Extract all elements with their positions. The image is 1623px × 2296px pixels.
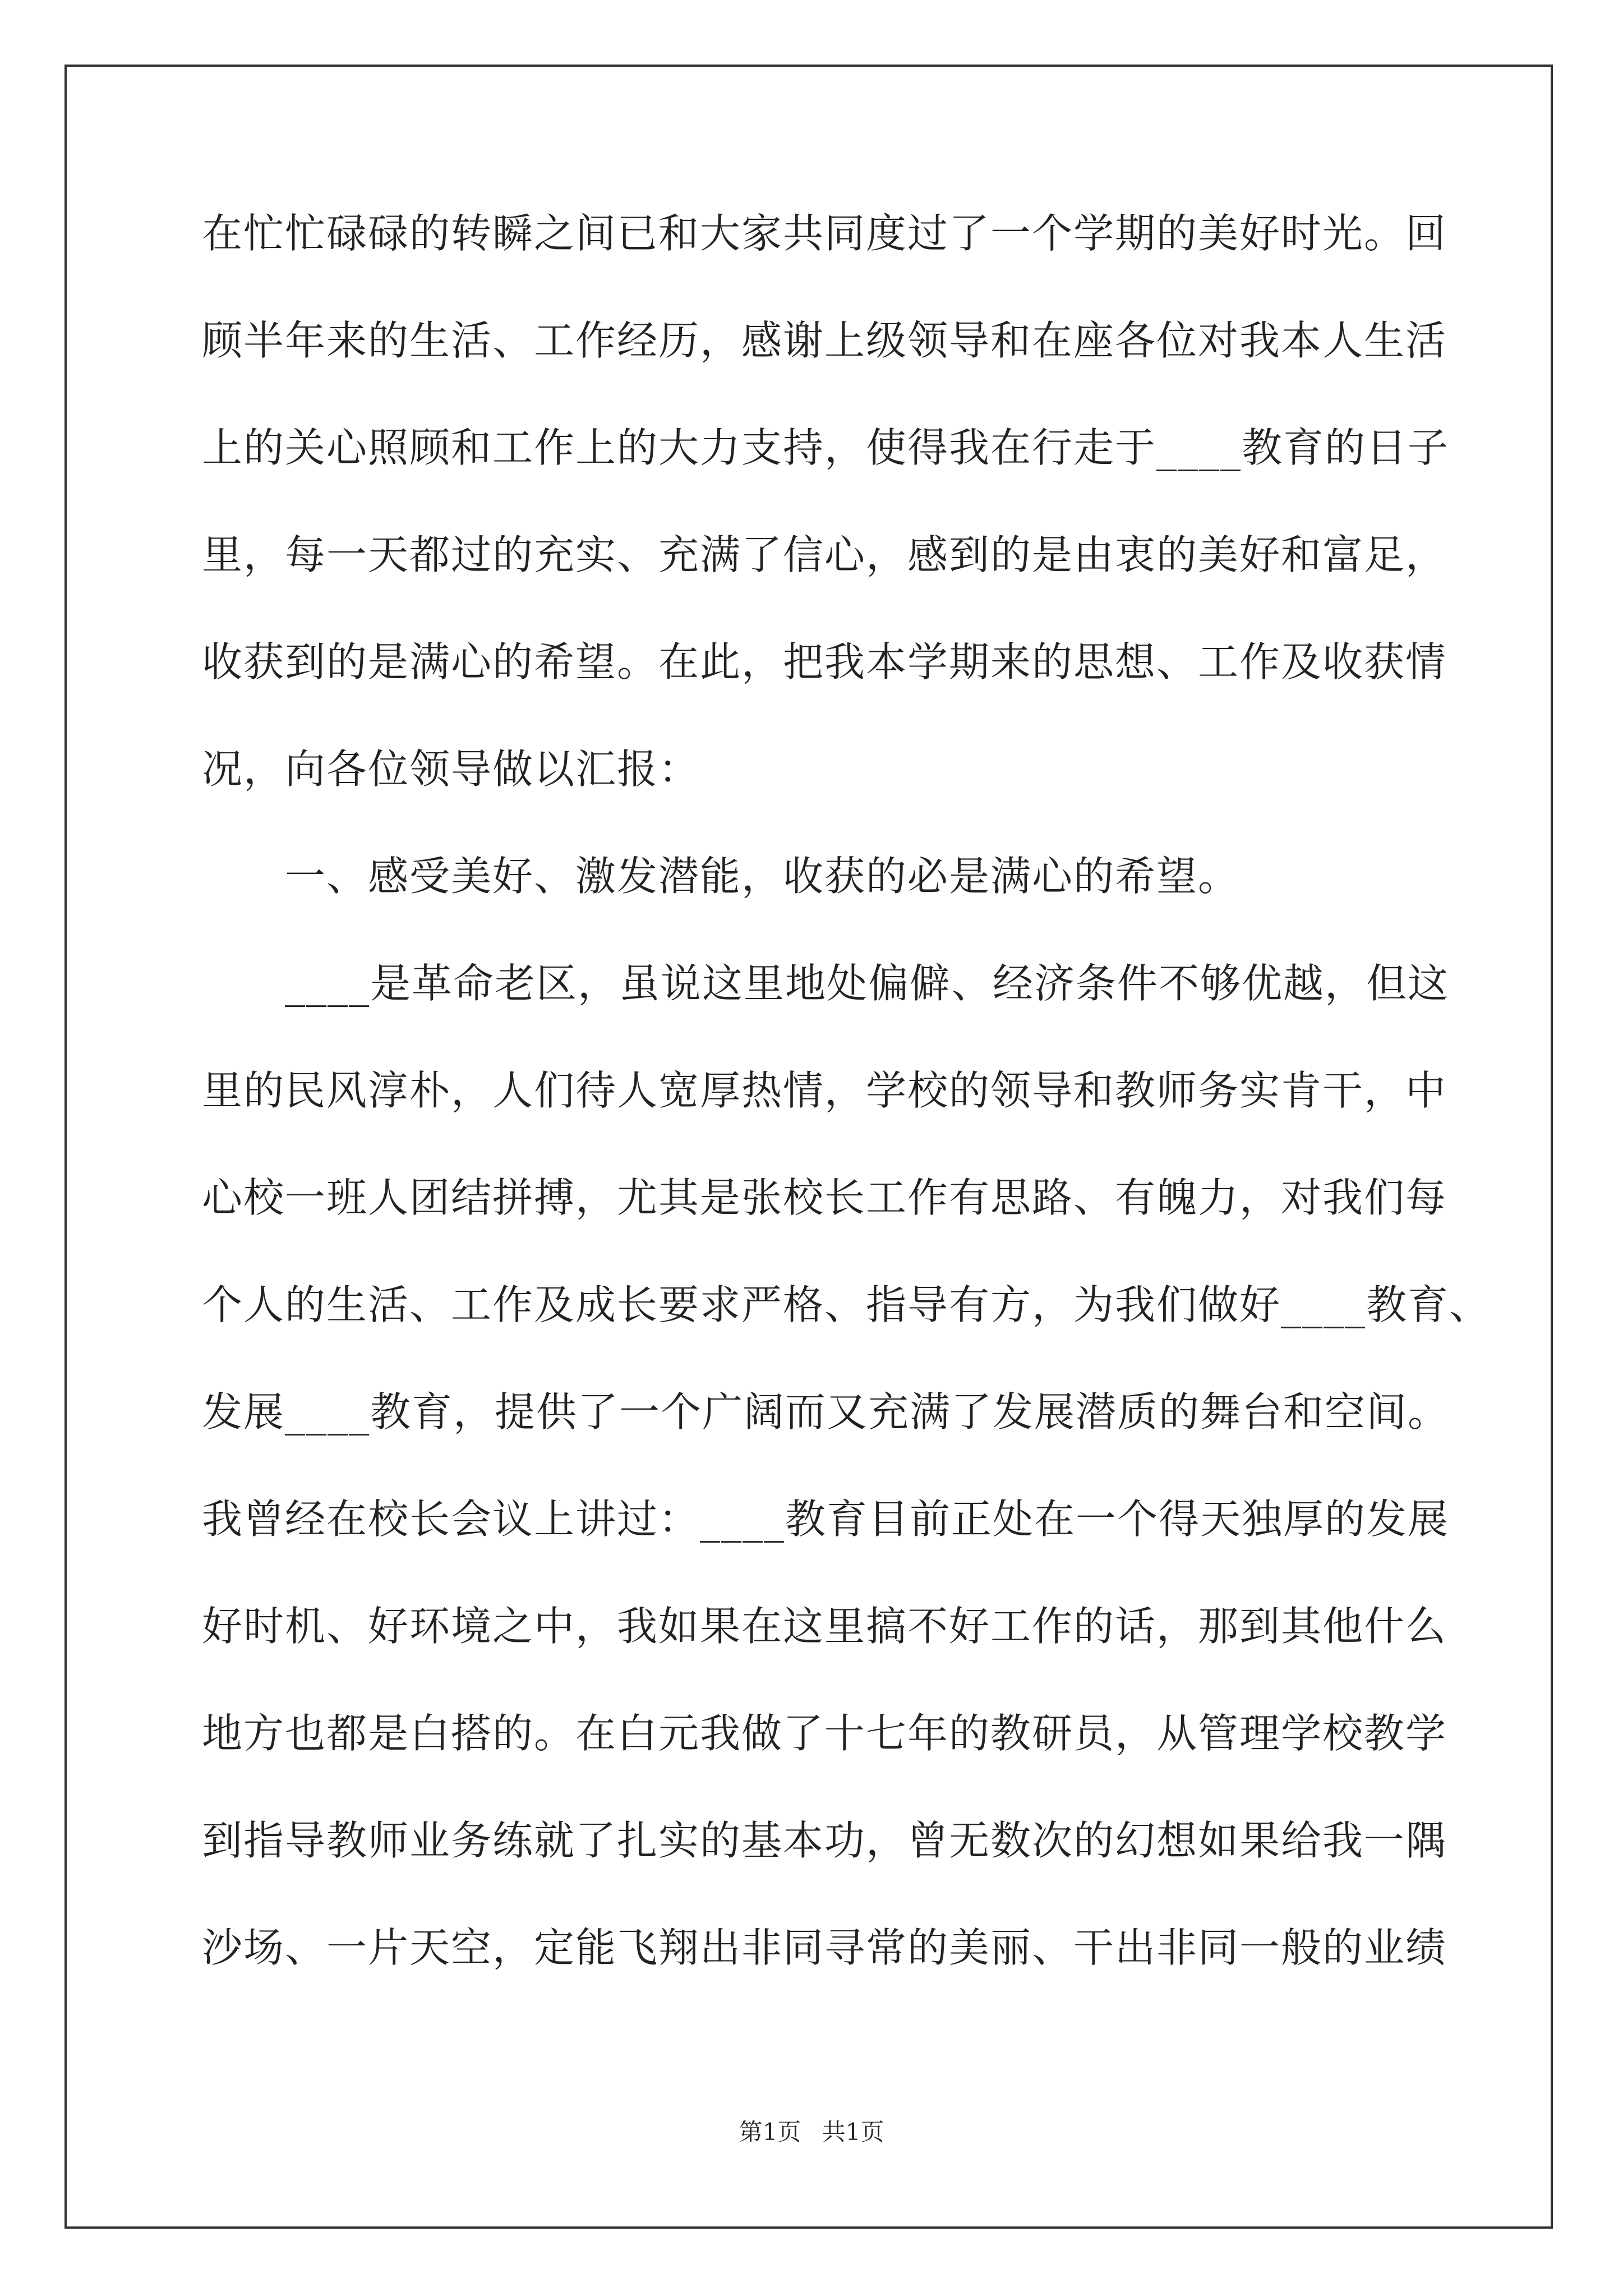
text-line: 到指导教师业务练就了扎实的基本功，曾无数次的幻想如果给我一隅 — [202, 1817, 1447, 1864]
text-line: 好时机、好环境之中，我如果在这里搞不好工作的话，那到其他什么 — [202, 1603, 1447, 1650]
page-number: 第1页 — [739, 2118, 801, 2146]
text-line: 上的关心照顾和工作上的大力支持，使得我在行走于____教育的日子 — [202, 424, 1450, 471]
document-body — [202, 210, 1491, 2035]
text-line: 地方也都是白搭的。在白元我做了十七年的教研员，从管理学校教学 — [202, 1710, 1447, 1757]
page-total: 共1页 — [822, 2118, 884, 2146]
text-line: 里，每一天都过的充实、充满了信心，感到的是由衷的美好和富足， — [202, 531, 1447, 578]
text-line: ____是革命老区，虽说这里地处偏僻、经济条件不够优越，但这 — [202, 960, 1450, 1007]
text-line: 里的民风淳朴，人们待人宽厚热情，学校的领导和教师务实肯干，中 — [202, 1067, 1447, 1114]
text-line: 在忙忙碌碌的转瞬之间已和大家共同度过了一个学期的美好时光。回 — [202, 210, 1447, 257]
section-heading: 一、感受美好、激发潜能，收获的必是满心的希望。 — [202, 853, 1240, 900]
text-line: 个人的生活、工作及成长要求严格、指导有方，为我们做好____教育、 — [202, 1281, 1491, 1328]
text-line: 况，向各位领导做以汇报： — [202, 746, 700, 793]
text-line: 我曾经在校长会议上讲过：____教育目前正处在一个得天独厚的发展 — [202, 1496, 1450, 1543]
text-line: 沙场、一片天空，定能飞翔出非同寻常的美丽、干出非同一般的业绩 — [202, 1924, 1447, 1971]
text-line: 顾半年来的生活、工作经历，感谢上级领导和在座各位对我本人生活 — [202, 317, 1447, 364]
page-footer — [0, 2114, 1623, 2147]
text-line: 心校一班人团结拼搏，尤其是张校长工作有思路、有魄力，对我们每 — [202, 1174, 1447, 1221]
text-line: 发展____教育，提供了一个广阔而又充满了发展潜质的舞台和空间。 — [202, 1388, 1450, 1435]
text-line: 收获到的是满心的希望。在此，把我本学期来的思想、工作及收获情 — [202, 638, 1447, 685]
